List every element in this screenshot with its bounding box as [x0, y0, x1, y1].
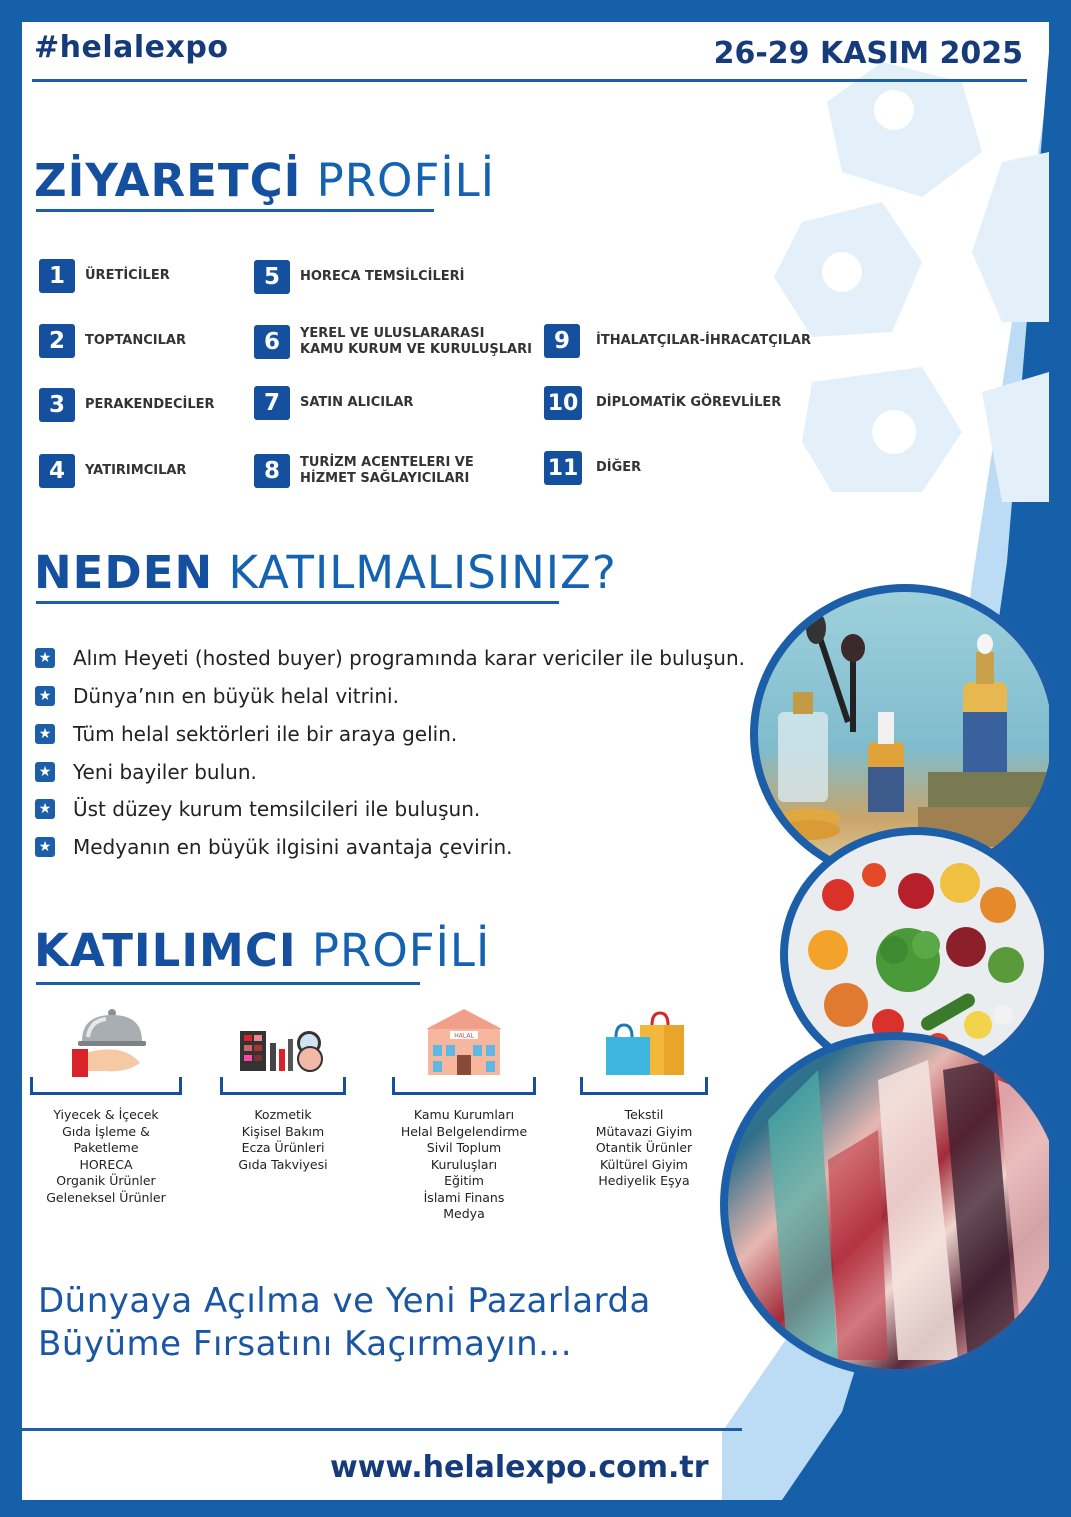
reason-item: [35, 722, 457, 746]
category-line: HORECA: [79, 1156, 133, 1172]
participant-category: [580, 1007, 708, 1190]
visitor-item-number: 6: [254, 325, 290, 359]
reason-text: Alım Heyeti (hosted buyer) programında karar vericiler ile buluşun.: [73, 646, 745, 670]
event-dates: 26-29 KASIM 2025: [713, 36, 1023, 71]
visitor-item: [254, 325, 532, 359]
visitor-item: [39, 388, 215, 422]
participant-category: [30, 1007, 182, 1206]
visitor-item: [254, 454, 474, 488]
star-icon: ★: [35, 799, 55, 819]
visitor-item: [254, 386, 413, 420]
visitor-profile-title-rest: PROFİLİ: [301, 154, 495, 207]
participant-category: [392, 1007, 536, 1223]
category-line: Sivil Toplum Kuruluşları: [426, 1140, 502, 1172]
food-cloche-icon: [30, 1007, 182, 1077]
visitor-item-label: DİPLOMATİK GÖREVLİLER: [596, 395, 782, 410]
category-line: Kamu Kurumları: [413, 1107, 515, 1122]
star-icon: ★: [35, 686, 55, 706]
website-url[interactable]: www.helalexpo.com.tr: [330, 1450, 709, 1485]
visitor-profile-underline: [36, 209, 434, 212]
visitor-item: [39, 259, 170, 293]
category-line: Kozmetik: [254, 1107, 312, 1122]
star-icon: ★: [35, 837, 55, 857]
hashtag: #helalexpo: [34, 30, 229, 65]
participant-profile-underline: [36, 982, 420, 985]
category-bracket: [30, 1077, 182, 1095]
visitor-item-label: DİĞER: [596, 460, 642, 475]
visitor-item-label: TURİZM ACENTELERI VE HİZMET SAĞLAYICILARI: [300, 455, 474, 486]
visitor-item-label: YEREL VE ULUSLARARASI KAMU KURUM VE KURULUŞLARI: [300, 326, 532, 357]
visitor-item-number: 9: [544, 324, 580, 358]
star-icon: ★: [35, 724, 55, 744]
category-line: Kişisel Bakım: [241, 1123, 325, 1139]
reason-item: [35, 646, 745, 670]
footer-divider: [22, 1428, 742, 1431]
category-line: Yiyecek & İçecek: [53, 1107, 159, 1122]
visitor-item-number: 4: [39, 454, 75, 488]
visitor-item-label: PERAKENDECİLER: [85, 397, 215, 412]
why-attend-title-rest: KATILMALISINIZ?: [213, 546, 617, 599]
visitor-item-number: 5: [254, 260, 290, 294]
why-attend-underline: [36, 601, 559, 604]
category-line: Mütavazi Giyim: [595, 1123, 693, 1139]
tagline-line-1: Dünyaya Açılma ve Yeni Pazarlarda: [38, 1281, 651, 1321]
visitor-item-label: HORECA TEMSİLCİLERİ: [300, 269, 465, 284]
visitor-item: [254, 260, 465, 294]
building-sign-text: HALAL: [454, 1032, 474, 1040]
why-attend-title-bold: NEDEN: [34, 546, 214, 599]
visitor-item: [544, 324, 811, 358]
participant-profile-title-bold: KATILIMCI: [34, 924, 297, 977]
participant-profile-title-rest: PROFİLİ: [296, 924, 491, 977]
textiles-photo: [720, 1032, 1049, 1377]
category-line: Hediyelik Eşya: [598, 1173, 690, 1188]
visitor-item-label: YATIRIMCILAR: [85, 463, 187, 478]
reason-text: Dünya’nın en büyük helal vitrini.: [73, 684, 399, 708]
visitor-item-label: ÜRETİCİLER: [85, 268, 170, 283]
category-line: Kültürel Giyim: [599, 1156, 688, 1172]
category-line: İslami Finans: [423, 1189, 505, 1205]
category-line: Helal Belgelendirme: [400, 1123, 528, 1139]
reason-item: [35, 797, 480, 821]
visitor-item-label: SATIN ALICILAR: [300, 395, 414, 410]
category-bracket: [392, 1077, 536, 1095]
cosmetics-icon: [220, 1007, 346, 1077]
visitor-item-number: 3: [39, 388, 75, 422]
reason-item: [35, 684, 399, 708]
category-line: Ecza Ürünleri: [241, 1140, 325, 1155]
category-line: Geleneksel Ürünler: [46, 1189, 166, 1205]
visitor-item-label: TOPTANCILAR: [85, 333, 186, 348]
poster-page: [22, 22, 1049, 1500]
visitor-item: [39, 454, 186, 488]
why-attend-title: [34, 546, 617, 599]
visitor-item: [39, 324, 186, 358]
visitor-item-number: 1: [39, 259, 75, 293]
category-line: Organik Ürünler: [56, 1173, 156, 1188]
category-bracket: [580, 1077, 708, 1095]
visitor-item-number: 7: [254, 386, 290, 420]
category-line: Gıda İşleme & Paketleme: [62, 1123, 150, 1155]
participant-profile-title: [34, 924, 490, 977]
reason-text: Üst düzey kurum temsilcileri ile buluşun.: [73, 797, 481, 821]
reason-text: Tüm helal sektörleri ile bir araya gelin.: [73, 722, 458, 746]
star-icon: ★: [35, 648, 55, 668]
participant-category-list: [30, 1107, 182, 1206]
category-line: Gıda Takviyesi: [238, 1156, 328, 1172]
visitor-item-label: İTHALATÇILAR-İHRACATÇILAR: [596, 333, 811, 348]
category-line: Medya: [443, 1206, 485, 1221]
participant-category-list: [220, 1107, 346, 1173]
participant-category-list: [580, 1107, 708, 1190]
visitor-item-number: 10: [544, 386, 582, 420]
reason-item: [35, 760, 257, 784]
header-divider: [32, 79, 1027, 82]
visitor-item: [544, 386, 781, 420]
category-bracket: [220, 1077, 346, 1095]
participant-category: [220, 1007, 346, 1173]
government-building-icon: [392, 1007, 536, 1077]
reason-item: [35, 835, 513, 859]
participant-category-list: [392, 1107, 536, 1223]
category-line: Tekstil: [624, 1107, 664, 1122]
visitor-item-number: 2: [39, 324, 75, 358]
reason-text: Yeni bayiler bulun.: [73, 760, 257, 784]
category-line: Otantik Ürünler: [595, 1140, 693, 1155]
category-line: Eğitim: [444, 1173, 484, 1188]
shopping-bags-icon: [580, 1007, 708, 1077]
visitor-profile-title: [34, 154, 495, 207]
tagline: [38, 1280, 651, 1366]
visitor-profile-title-bold: ZİYARETÇİ: [34, 154, 302, 207]
visitor-item-number: 11: [544, 451, 582, 485]
visitor-item: [544, 451, 641, 485]
tagline-line-2: Büyüme Fırsatını Kaçırmayın...: [38, 1324, 573, 1364]
visitor-item-number: 8: [254, 454, 290, 488]
reason-text: Medyanın en büyük ilgisini avantaja çevirin.: [73, 835, 513, 859]
star-icon: ★: [35, 762, 55, 782]
